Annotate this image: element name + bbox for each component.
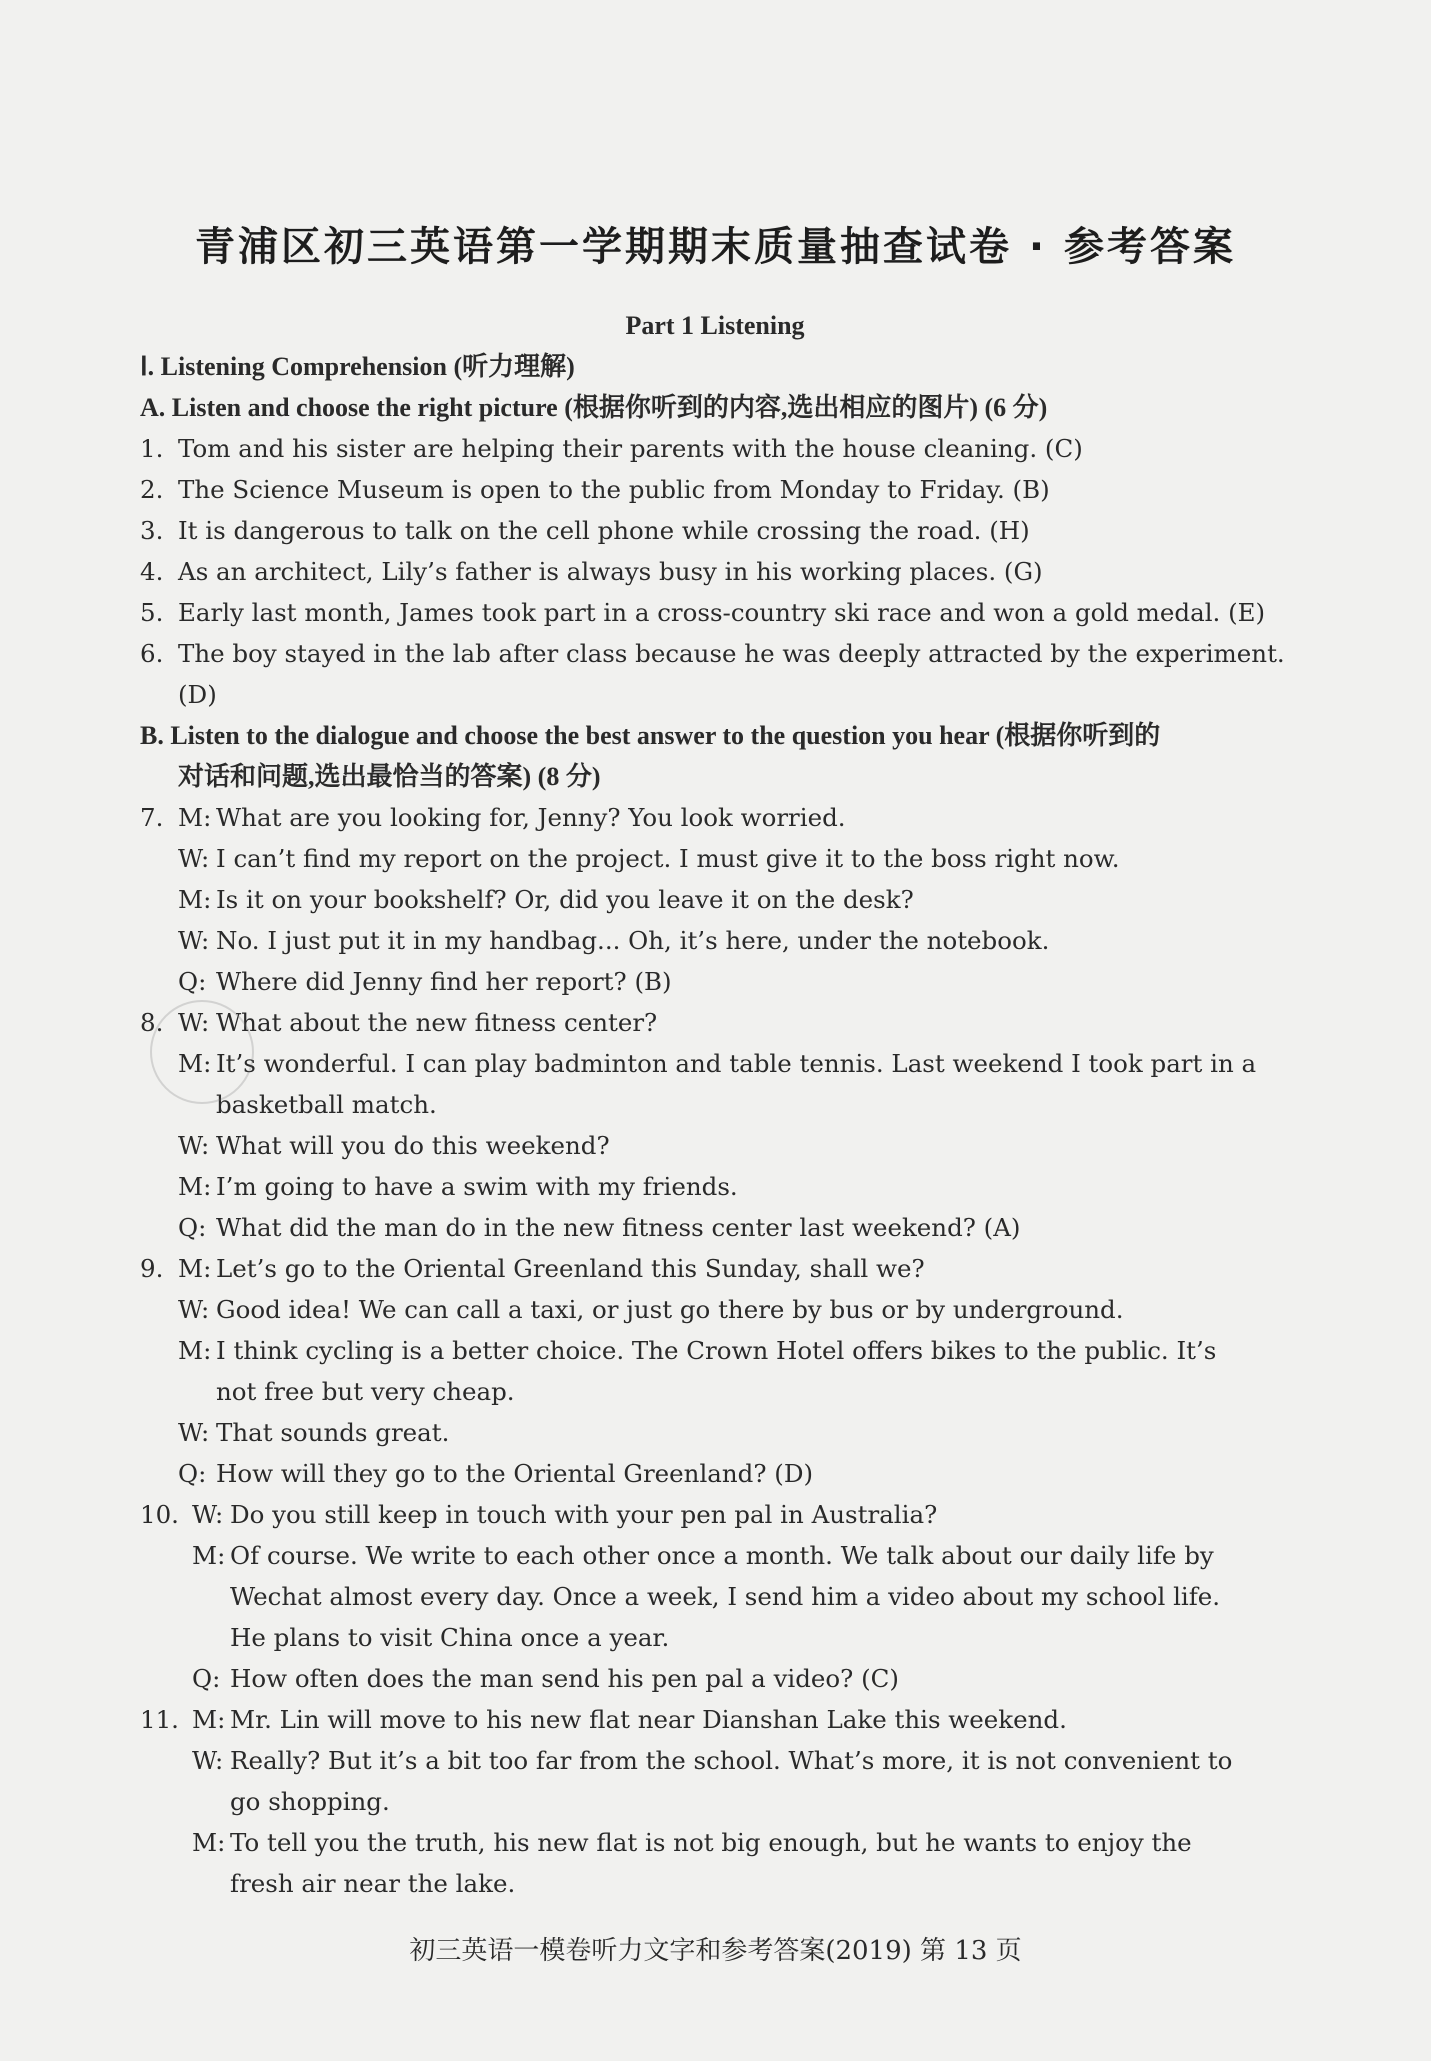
dialogue-line: M: I’m going to have a swim with my friends. xyxy=(178,1172,738,1201)
list-item: 2. The Science Museum is open to the public from Monday to Friday. (B) xyxy=(140,475,1050,504)
dialogue-line: M: Of course. We write to each other once a month. We talk about our daily life by xyxy=(192,1541,1214,1570)
dialogue-line: 11. M: Mr. Lin will move to his new flat near Dianshan Lake this weekend. xyxy=(140,1705,1067,1734)
section-heading-b-cont: 对话和问题,选出最恰当的答案) (8 分) xyxy=(178,762,601,791)
list-item: 6. The boy stayed in the lab after class because he was deeply attracted by the experiment. xyxy=(140,639,1285,668)
dialogue-question: Q: How often does the man send his pen pal a video? (C) xyxy=(192,1664,899,1693)
dialogue-line: W: I can’t find my report on the project. I must give it to the boss right now. xyxy=(178,844,1120,873)
section-heading-a: A. Listen and choose the right picture (根据你听到的内容,选出相应的图片) (6 分) xyxy=(140,393,1048,422)
dialogue-line: W: That sounds great. xyxy=(178,1418,450,1447)
dialogue-line: 8. W: What about the new fitness center? xyxy=(140,1008,658,1037)
dialogue-line-continuation: go shopping. xyxy=(230,1787,390,1816)
dialogue-line-continuation: not free but very cheap. xyxy=(216,1377,515,1406)
section-heading-b: B. Listen to the dialogue and choose the best answer to the question you hear (根据你听到的 xyxy=(140,721,1161,750)
list-item: 4. As an architect, Lily’s father is always busy in his working places. (G) xyxy=(140,557,1043,586)
page-footer: 初三英语一模卷听力文字和参考答案(2019) 第 13 页 xyxy=(409,1936,1022,1966)
dialogue-line-continuation: fresh air near the lake. xyxy=(230,1869,516,1898)
dialogue-line: W: Really? But it’s a bit too far from the school. What’s more, it is not convenient to xyxy=(192,1746,1233,1775)
dialogue-line: W: What will you do this weekend? xyxy=(178,1131,610,1160)
dialogue-question: Q: How will they go to the Oriental Greenland? (D) xyxy=(178,1459,814,1488)
section-heading-listening-comprehension: Ⅰ. Listening Comprehension (听力理解) xyxy=(140,352,575,381)
dialogue-line: 9. M: Let’s go to the Oriental Greenland this Sunday, shall we? xyxy=(140,1254,925,1283)
dialogue-line: M: Is it on your bookshelf? Or, did you leave it on the desk? xyxy=(178,885,914,914)
stamp-watermark xyxy=(150,1000,254,1104)
list-item-continuation: (D) xyxy=(178,680,217,709)
dialogue-line: W: Good idea! We can call a taxi, or just go there by bus or by underground. xyxy=(178,1295,1124,1324)
dialogue-question: Q: Where did Jenny find her report? (B) xyxy=(178,967,672,996)
page-title: 青浦区初三英语第一学期期末质量抽查试卷 · 参考答案 xyxy=(194,224,1237,270)
dialogue-line: M: To tell you the truth, his new flat is not big enough, but he wants to enjoy the xyxy=(192,1828,1192,1857)
dialogue-line: M: It’s wonderful. I can play badminton and table tennis. Last weekend I took part in a xyxy=(178,1049,1257,1078)
dialogue-line: 10. W: Do you still keep in touch with your pen pal in Australia? xyxy=(140,1500,938,1529)
list-item: 1. Tom and his sister are helping their parents with the house cleaning. (C) xyxy=(140,434,1083,463)
dialogue-line-continuation: He plans to visit China once a year. xyxy=(230,1623,670,1652)
dialogue-line: W: No. I just put it in my handbag... Oh, it’s here, under the notebook. xyxy=(178,926,1050,955)
dialogue-question: Q: What did the man do in the new fitness center last weekend? (A) xyxy=(178,1213,1021,1242)
answer-content xyxy=(140,305,1290,1904)
dialogue-line-continuation: Wechat almost every day. Once a week, I send him a video about my school life. xyxy=(230,1582,1221,1611)
list-item: 5. Early last month, James took part in a cross-country ski race and won a gold medal. (E) xyxy=(140,598,1266,627)
part-heading: Part 1 Listening xyxy=(625,311,805,340)
dialogue-line: M: I think cycling is a better choice. The Crown Hotel offers bikes to the public. It’s xyxy=(178,1336,1217,1365)
dialogue-line-continuation: basketball match. xyxy=(216,1090,437,1119)
list-item: 3. It is dangerous to talk on the cell phone while crossing the road. (H) xyxy=(140,516,1030,545)
dialogue-line: 7. M: What are you looking for, Jenny? You look worried. xyxy=(140,803,846,832)
